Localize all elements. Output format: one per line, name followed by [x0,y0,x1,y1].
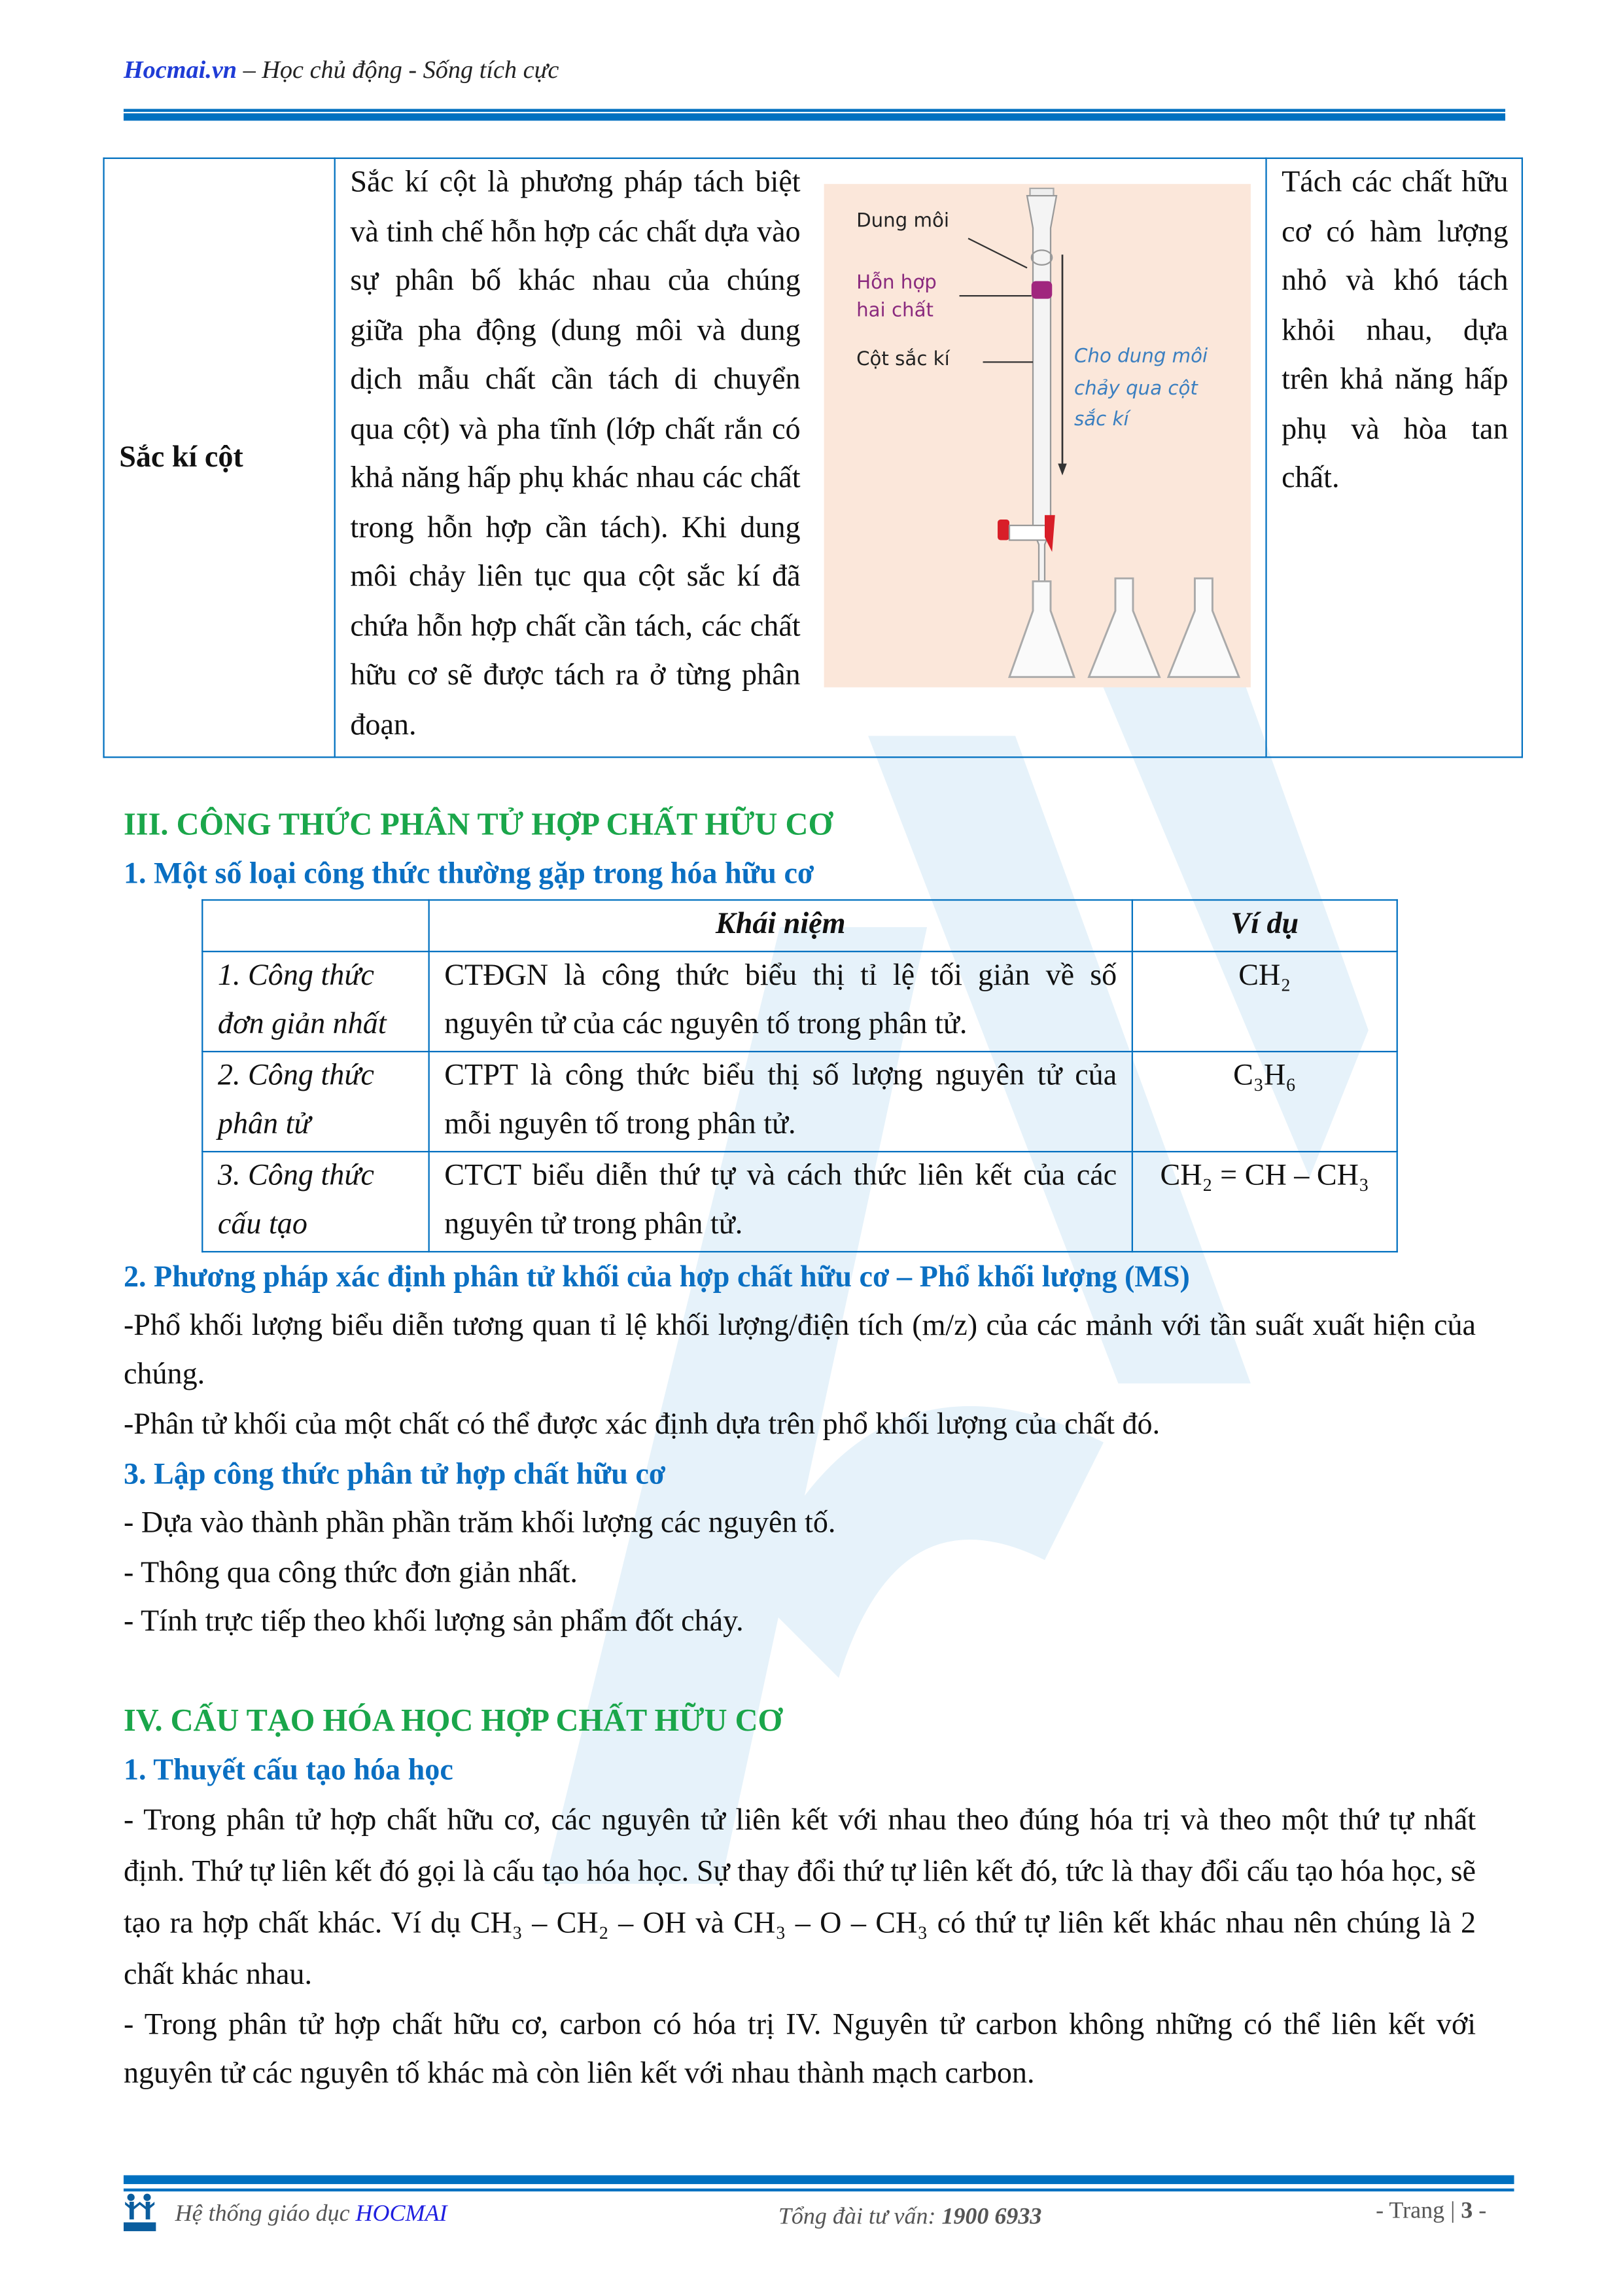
method-application: Tách các chất hữu cơ có hàm lượng nhỏ và khó tách khỏi nhau, dựa trên khả năng hấp phụ và hòa tan chất. [1266,158,1522,757]
footer-brand: HOCMAI [355,2201,447,2227]
label-flow-2: chảy qua cột [1073,378,1198,400]
page-value: 3 [1461,2199,1473,2224]
method-name: Sắc kí cột [104,158,335,757]
section-3-title: III. CÔNG THỨC PHÂN TỬ HỢP CHẤT HỮU CƠ [123,806,833,842]
list-item: - Thông qua công thức đơn giản nhất. [123,1556,578,1589]
formula-type: 1. Công thức đơn giản nhất [202,951,428,1051]
page-suffix: - [1473,2199,1487,2224]
formula-example: CH₂ [1132,951,1397,1051]
formula-definition: CTĐGN là công thức biểu thị tỉ lệ tối giản về số nguyên tử của các nguyên tố trong phân tử. [429,951,1132,1051]
list-item: - Dựa vào thành phần phần trăm khối lượng các nguyên tố. [123,1507,836,1540]
section-3-1-title: 1. Một số loại công thức thường gặp trong hóa hữu cơ [123,858,814,891]
header-empty [202,900,428,951]
formula-type: 3. Công thức cấu tạo [202,1151,428,1251]
header-example: Ví dụ [1132,900,1397,951]
section-3-2-title: 2. Phương pháp xác định phân tử khối của hợp chất hữu cơ – Phổ khối lượng (MS) [123,1260,1190,1294]
paragraph: -Phổ khối lượng biểu diễn tương quan tỉ lệ khối lượng/điện tích (m/z) của các mảnh với tần suất xuất hiện của chúng. [123,1309,1476,1391]
table-header-row [202,900,1397,951]
label-mixture-1: Hỗn hợp [856,272,937,294]
section-3-3-title: 3. Lập công thức phân tử hợp chất hữu cơ [123,1458,666,1491]
formula-example: C₃H₆ [1132,1051,1397,1151]
section-4-title: IV. CẤU TẠO HÓA HỌC HỢP CHẤT HỮU CƠ [123,1702,783,1738]
page-header [124,56,559,85]
paragraph: -Phân tử khối của một chất có thể được xác định dựa trên phổ khối lượng của chất đó. [123,1407,1161,1440]
list-item: - Tính trực tiếp theo khối lượng sản phẩm đốt cháy. [123,1605,744,1638]
hotline-label: Tổng đài tư vấn: [778,2204,942,2230]
table-row [104,158,1522,757]
label-flow-1: Cho dung môi [1073,345,1208,368]
formula-example: CH₂ = CH – CH₃ [1132,1151,1397,1251]
chromatography-column-illustration [824,184,1251,687]
paragraph: - Trong phân tử hợp chất hữu cơ, carbon có hóa trị IV. Nguyên tử carbon không những có thể liên kết với nguyên tử các nguyên tố khác mà còn liên kết với nhau thành mạch carbon. [123,2008,1476,2091]
formula-definition: CTPT là công thức biểu thị số lượng nguyên tử của mỗi nguyên tố trong phân tử. [429,1051,1132,1151]
header-rule-thick [124,113,1505,120]
page-prefix: - Trang | [1376,2199,1461,2224]
header-slogan: – Học chủ động - Sống tích cực [237,56,559,84]
footer-hotline [778,2204,1042,2231]
paragraph: - Trong phân tử hợp chất hữu cơ, các nguyên tử liên kết với nhau theo đúng hóa trị và theo một thứ tự nhất định. Thứ tự liên kết đó gọi là cấu tạo hóa học. Sự thay đổi thứ tự liên kết đó, tức là thay đổi cấu tạo hóa học, sẽ tạo ra hợp chất khác. Ví dụ CH₃ – CH₂ – OH và CH₃ – O – CH₃ có thứ tự liên kết khác nhau nên chúng là 2 chất khác nhau. [123,1803,1476,1991]
chromatography-table [103,158,1523,758]
header-concept: Khái niệm [429,900,1132,951]
header-brand: Hocmai.vn [123,56,237,84]
method-description-cell [335,158,1266,757]
content-flow [103,158,1523,2100]
table-row [202,1151,1397,1251]
hocmai-logo [124,2193,156,2231]
method-description: Sắc kí cột là phương pháp tách biệt và tinh chế hỗn hợp các chất dựa vào sự phân bố khác nhau của chúng giữa pha động (dung môi và dung dịch mẫu chất cần tách di chuyển qua cột) và pha tĩnh (lớp chất rắn có khả năng hấp phụ khác nhau các chất trong hỗn hợp cần tách). Khi dung môi chảy liên tục qua cột sắc kí đã chứa hỗn hợp chất cần tách, các chất hữu cơ sẽ được tách ra ở từng phân đoạn. [350,166,801,741]
footer-system-text: Hệ thống giáo dục [175,2201,356,2227]
hotline-number: 1900 6933 [941,2204,1042,2230]
table-row [202,951,1397,1051]
footer-rule-thick [124,2175,1514,2183]
label-solvent: Dung môi [856,210,950,233]
column-chromatography-figure [824,184,1251,687]
header-rule [124,109,1505,111]
page-number [1376,2199,1486,2225]
section-4-1-title: 1. Thuyết cấu tạo hóa học [123,1754,453,1786]
footer-rule [124,2189,1514,2191]
formula-type: 2. Công thức phân tử [202,1051,428,1151]
label-column: Cột sắc kí [856,349,950,371]
table-row [202,1051,1397,1151]
formula-types-table [201,899,1398,1252]
footer-system [175,2202,447,2228]
label-mixture-2: hai chất [856,300,934,323]
label-flow-3: sắc kí [1073,409,1129,432]
formula-definition: CTCT biểu diễn thứ tự và cách thức liên kết của các nguyên tử trong phân tử. [429,1151,1132,1251]
